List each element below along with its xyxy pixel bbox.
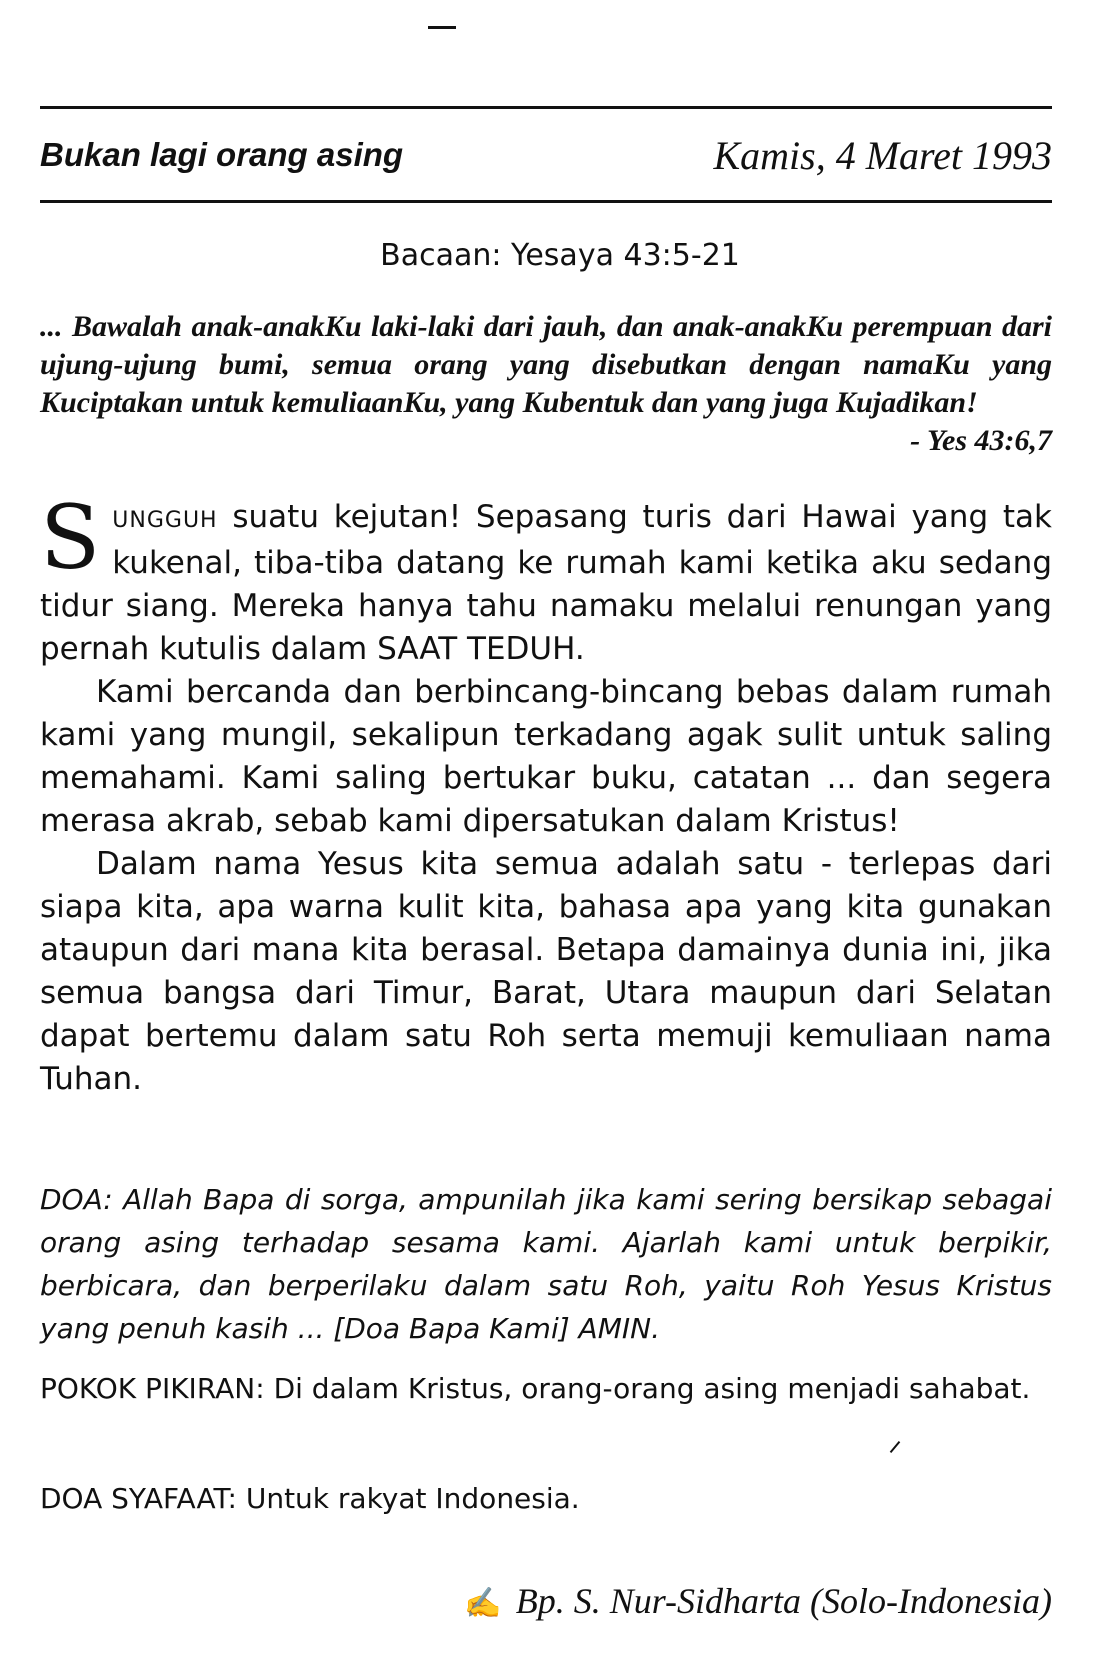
pencil-mark xyxy=(890,1441,901,1453)
header-rule-bottom xyxy=(40,200,1052,203)
intercession-prayer: DOA SYAFAAT: Untuk rakyat Indonesia. xyxy=(40,1482,580,1515)
lead-word: UNGGUH xyxy=(112,508,218,533)
paragraph-1-text: suatu kejutan! Sepasang turis dari Hawai yang tak kukenal, tiba-tiba datang ke rumah kami ketika aku sedang tidur siang. Mereka hanya tahu namaku melalui renungan yang pernah kutulis dalam SAAT TEDUH. xyxy=(40,499,1052,667)
page-header xyxy=(40,124,1052,184)
main-thought: POKOK PIKIRAN: Di dalam Kristus, orang-orang asing menjadi sahabat. xyxy=(40,1372,1031,1405)
key-verse-reference: - Yes 43:6,7 xyxy=(910,424,1052,457)
key-verse-text: ... Bawalah anak-anakKu laki-laki dari jauh, dan anak-anakKu perempuan dari ujung-ujung bumi, semua orang yang disebutkan dengan namaKu yang Kuciptakan untuk kemuliaanKu, yang Kubentuk dan yang juga Kujadikan! xyxy=(40,310,1052,419)
devotion-date: Kamis, 4 Maret 1993 xyxy=(713,133,1052,178)
body-paragraph-2: Kami bercanda dan berbincang-bincang bebas dalam rumah kami yang mungil, sekalipun terkadang agak sulit untuk saling memahami. Kami saling bertukar buku, catatan ... dan segera merasa akrab, sebab kami dipersatukan dalam Kristus! xyxy=(40,674,1052,839)
scan-mark xyxy=(428,26,456,29)
body-paragraph-1 xyxy=(40,486,1052,671)
devotion-body xyxy=(40,486,1052,1101)
author-name: Bp. S. Nur-Sidharta (Solo-Indonesia) xyxy=(515,1581,1052,1621)
author-line xyxy=(464,1580,1052,1622)
header-rule-top xyxy=(40,106,1052,109)
key-verse xyxy=(40,308,1052,460)
devotion-title: Bukan lagi orang asing xyxy=(40,136,404,173)
pen-writing-icon: ✍ xyxy=(464,1587,502,1620)
drop-cap: S xyxy=(40,486,101,589)
body-paragraph-3: Dalam nama Yesus kita semua adalah satu - terlepas dari siapa kita, apa warna kulit kita, bahasa apa yang kita gunakan ataupun dari mana kita berasal. Betapa damainya dunia ini, jika semua bangsa dari Timur, Barat, Utara maupun dari Selatan dapat bertemu dalam satu Roh serta memuji kemuliaan nama Tuhan. xyxy=(40,846,1052,1097)
prayer: DOA: Allah Bapa di sorga, ampunilah jika kami sering bersikap sebagai orang asing terhadap sesama kami. Ajarlah kami untuk berpikir, berbicara, dan berperilaku dalam satu Roh, yaitu Roh Yesus Kristus yang penuh kasih ... [Doa Bapa Kami] AMIN. xyxy=(40,1183,1052,1345)
scripture-reading: Bacaan: Yesaya 43:5-21 xyxy=(380,238,740,273)
